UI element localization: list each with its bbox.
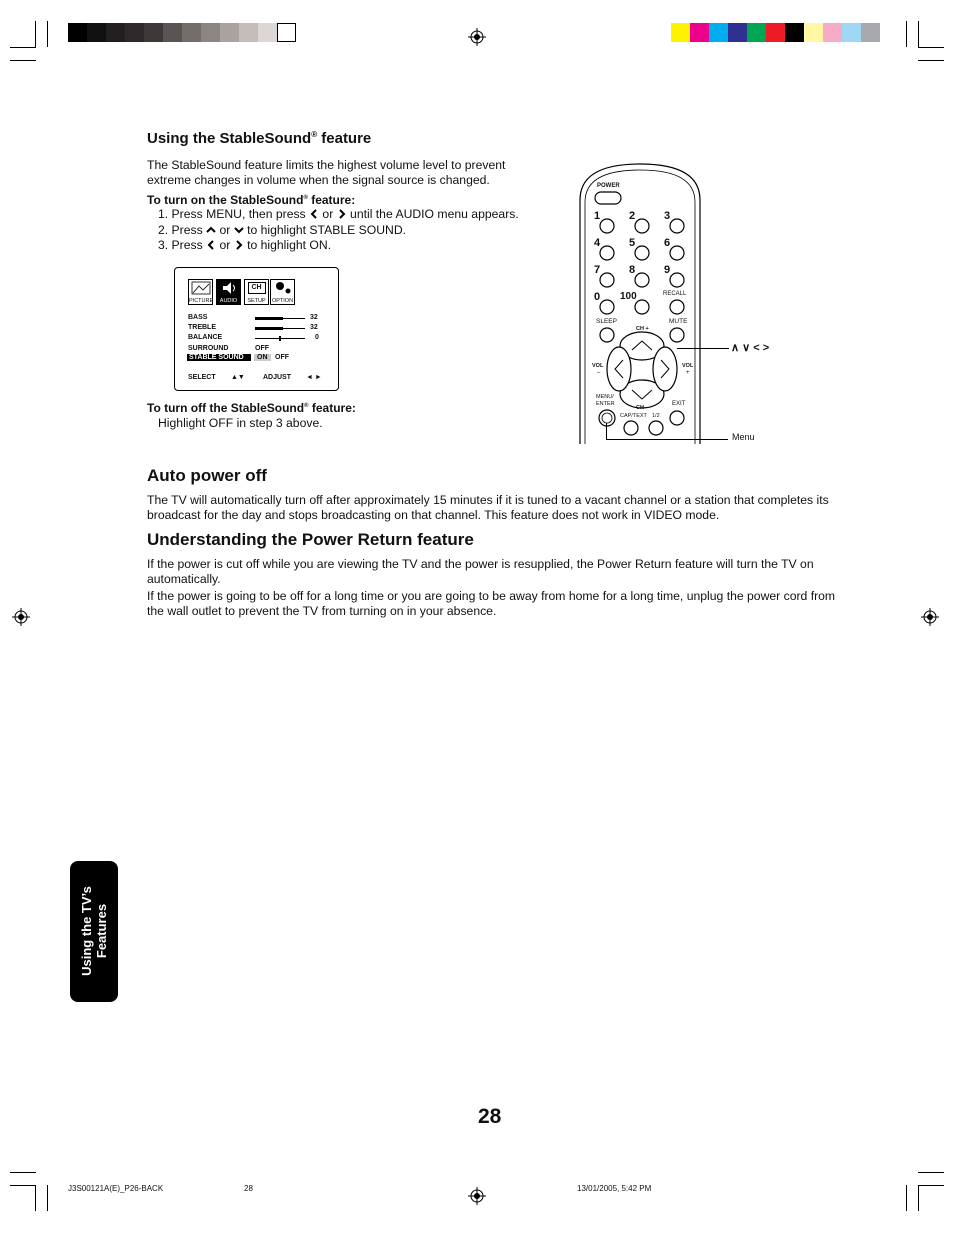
digit-6: 6 (664, 237, 671, 249)
hint-label: SELECT (188, 374, 216, 381)
step-text: or (216, 223, 234, 237)
crop-mark (35, 1185, 36, 1211)
tab-label: PICTURE (189, 298, 214, 304)
turn-off-heading (147, 401, 356, 415)
person-icon (273, 281, 293, 295)
ch-plus-label: CH + (636, 326, 649, 332)
auto-power-text: The TV will automatically turn off after approximately 15 minutes if it is tuned to a vacant channel or a station that completes its broadcast for the day and stops broadcasting on that channel. This feature does not work in VIDEO mode. (147, 493, 829, 522)
balance-slider (255, 338, 305, 339)
footer-file-name: J3S00121A(E)_P26-BACK (68, 1184, 164, 1193)
slider-fill (255, 327, 283, 330)
arrow-callout-line (677, 348, 729, 349)
registered-mark: ® (303, 195, 308, 201)
color-swatch (823, 23, 842, 42)
digit-5: 5 (629, 237, 636, 249)
row-label: SURROUND (188, 345, 229, 352)
stablesound-intro: The StableSound feature limits the highest volume level to prevent extreme changes in volume when the signal source is changed. (147, 158, 506, 187)
ch-icon: CH (248, 282, 266, 294)
digit-3: 3 (664, 210, 671, 222)
registration-mark-icon (468, 1187, 486, 1205)
auto-power-heading: Auto power off (147, 466, 267, 485)
registration-mark-icon (12, 608, 30, 626)
adjust-arrows: ◄ ► (306, 374, 322, 381)
row-label: BALANCE (188, 334, 223, 341)
row-label: STABLE SOUND (189, 354, 244, 361)
color-swatch (201, 23, 220, 42)
balance-value: 0 (315, 334, 319, 341)
color-bar (671, 23, 880, 42)
crop-mark (47, 1185, 48, 1211)
stablesound-heading (147, 130, 371, 147)
crop-mark (918, 1185, 919, 1211)
side-tab-text (79, 886, 109, 976)
adjust-hint: ADJUST (263, 374, 292, 381)
step-text: 1. Press MENU, then press (158, 207, 310, 221)
digit-9: 9 (664, 264, 671, 276)
step-text: 2. Press (158, 223, 207, 237)
power-return-para-2: If the power is going to be off for a long time or you are going to be away from home for a long time, unplug the power cord from the wall outlet to prevent the TV from turning on in your absence. (147, 589, 836, 618)
slider-center-marker (279, 336, 281, 341)
stable-on-value: ON (254, 354, 271, 361)
page-number: 28 (478, 1105, 502, 1128)
speaker-icon (219, 281, 239, 295)
menu-row-stable-sound (187, 354, 251, 361)
color-swatch (671, 23, 690, 42)
grayscale-bar (68, 23, 296, 42)
vol-right-label: VOL (682, 363, 694, 369)
color-swatch (220, 23, 239, 42)
slider-fill (255, 317, 283, 320)
step-text: or (216, 238, 234, 252)
color-swatch (690, 23, 709, 42)
sub-tail: feature: (308, 401, 356, 415)
tab-label: OPTION (271, 298, 294, 304)
sub-tail: feature: (307, 193, 356, 207)
color-swatch (125, 23, 144, 42)
chevron-right-icon (234, 240, 244, 250)
stable-off-value: OFF (275, 354, 289, 361)
step-1 (158, 207, 519, 223)
menu-row-bass (188, 314, 207, 321)
step-2 (158, 223, 406, 239)
arrow-callout-label: ∧ ∨ < > (731, 342, 770, 354)
treble-slider (255, 328, 305, 329)
color-swatch (87, 23, 106, 42)
vol-left-sign: – (597, 370, 601, 376)
color-swatch (106, 23, 125, 42)
crop-mark (906, 21, 907, 47)
step-3 (158, 238, 331, 254)
color-swatch (163, 23, 182, 42)
step-text: until the AUDIO menu appears. (346, 207, 519, 221)
tab-audio (216, 279, 241, 305)
chevron-up-icon (206, 225, 216, 235)
menu-callout-line-h (606, 439, 728, 440)
digit-4: 4 (594, 237, 601, 249)
color-swatch (239, 23, 258, 42)
crop-mark (918, 60, 944, 61)
crop-mark (918, 1172, 944, 1173)
digit-0: 0 (594, 291, 601, 303)
color-swatch (785, 23, 804, 42)
side-tab-line-2: Features (94, 903, 109, 959)
color-swatch (277, 23, 296, 42)
step-text: to highlight ON. (243, 238, 332, 252)
chevron-down-icon (234, 225, 244, 235)
chevron-right-icon (337, 209, 347, 219)
crop-mark (10, 47, 36, 48)
digit-7: 7 (594, 264, 601, 276)
menu-row-balance (188, 334, 222, 341)
menu-row-treble (188, 324, 216, 331)
audio-menu-screen (174, 267, 339, 391)
color-swatch (182, 23, 201, 42)
treble-value: 32 (310, 324, 318, 331)
bass-value: 32 (310, 314, 318, 321)
side-tab-line-1: Using the TV’s (79, 886, 94, 976)
registration-mark-icon (468, 28, 486, 46)
digit-2: 2 (629, 210, 636, 222)
registration-mark-icon (921, 608, 939, 626)
power-label: POWER (597, 183, 620, 189)
turn-on-heading (147, 193, 355, 207)
menu-callout-line-v (606, 423, 607, 439)
tab-label: AUDIO (219, 298, 238, 304)
color-swatch (144, 23, 163, 42)
sleep-label: SLEEP (596, 318, 617, 325)
color-swatch (68, 23, 87, 42)
sub-text: To turn off the StableSound (147, 401, 305, 415)
power-return-heading: Understanding the Power Return feature (147, 530, 474, 549)
captext-label: CAP/TEXT (620, 413, 647, 419)
heading-text: Using the StableSound (147, 130, 312, 147)
turn-off-text: Highlight OFF in step 3 above. (158, 416, 323, 430)
surround-value: OFF (255, 345, 269, 352)
half-label: 1/2 (652, 413, 660, 419)
hundred-label: 100 (620, 291, 637, 302)
color-swatch (861, 23, 880, 42)
tab-label: SETUP (247, 298, 266, 304)
digit-1: 1 (594, 210, 601, 222)
ch-minus-label: CH – (636, 405, 649, 411)
crop-mark (35, 21, 36, 47)
crop-mark (918, 47, 944, 48)
bass-slider (255, 318, 305, 319)
crop-mark (10, 60, 36, 61)
mute-label: MUTE (669, 318, 688, 325)
digit-8: 8 (629, 264, 636, 276)
power-return-para-1: If the power is cut off while you are viewing the TV and the power is resupplied, the Power Return feature will turn the TV on automatically. (147, 557, 814, 586)
vol-right-sign: + (686, 370, 690, 376)
tab-setup (244, 279, 269, 305)
exit-label: EXIT (672, 401, 686, 407)
color-swatch (709, 23, 728, 42)
color-swatch (842, 23, 861, 42)
step-text: or (319, 207, 337, 221)
recall-label: RECALL (663, 291, 687, 297)
footer-page: 28 (244, 1184, 253, 1193)
menu-enter-label-1: MENU/ (596, 394, 614, 400)
color-swatch (728, 23, 747, 42)
chevron-left-icon (206, 240, 216, 250)
tab-option (270, 279, 295, 305)
color-swatch (766, 23, 785, 42)
menu-enter-label-2: ENTER (596, 401, 615, 407)
color-swatch (258, 23, 277, 42)
step-text: to highlight STABLE SOUND. (243, 223, 407, 237)
section-side-tab (70, 861, 118, 1002)
vol-left-label: VOL (592, 363, 604, 369)
chevron-left-icon (309, 209, 319, 219)
step-text: 3. Press (158, 238, 207, 252)
remote-control-illustration (570, 160, 710, 446)
crop-mark (906, 1185, 907, 1211)
sub-text: To turn on the StableSound (147, 193, 304, 207)
select-hint (188, 374, 216, 381)
crop-mark (918, 21, 919, 47)
menu-callout-label: Menu (732, 432, 755, 442)
color-swatch (804, 23, 823, 42)
select-arrows: ▲▼ (231, 374, 245, 381)
color-swatch (747, 23, 766, 42)
registered-mark: ® (311, 130, 318, 139)
row-label: TREBLE (188, 324, 216, 331)
crop-mark (47, 21, 48, 47)
heading-tail: feature (317, 130, 372, 147)
row-label: BASS (188, 314, 208, 321)
menu-row-surround (188, 345, 228, 352)
crop-mark (10, 1172, 36, 1173)
registered-mark: ® (304, 403, 309, 409)
footer-timestamp: 13/01/2005, 5:42 PM (577, 1184, 652, 1193)
crop-mark (10, 1185, 36, 1186)
picture-icon (191, 281, 211, 295)
tab-picture (188, 279, 213, 305)
crop-mark (918, 1185, 944, 1186)
